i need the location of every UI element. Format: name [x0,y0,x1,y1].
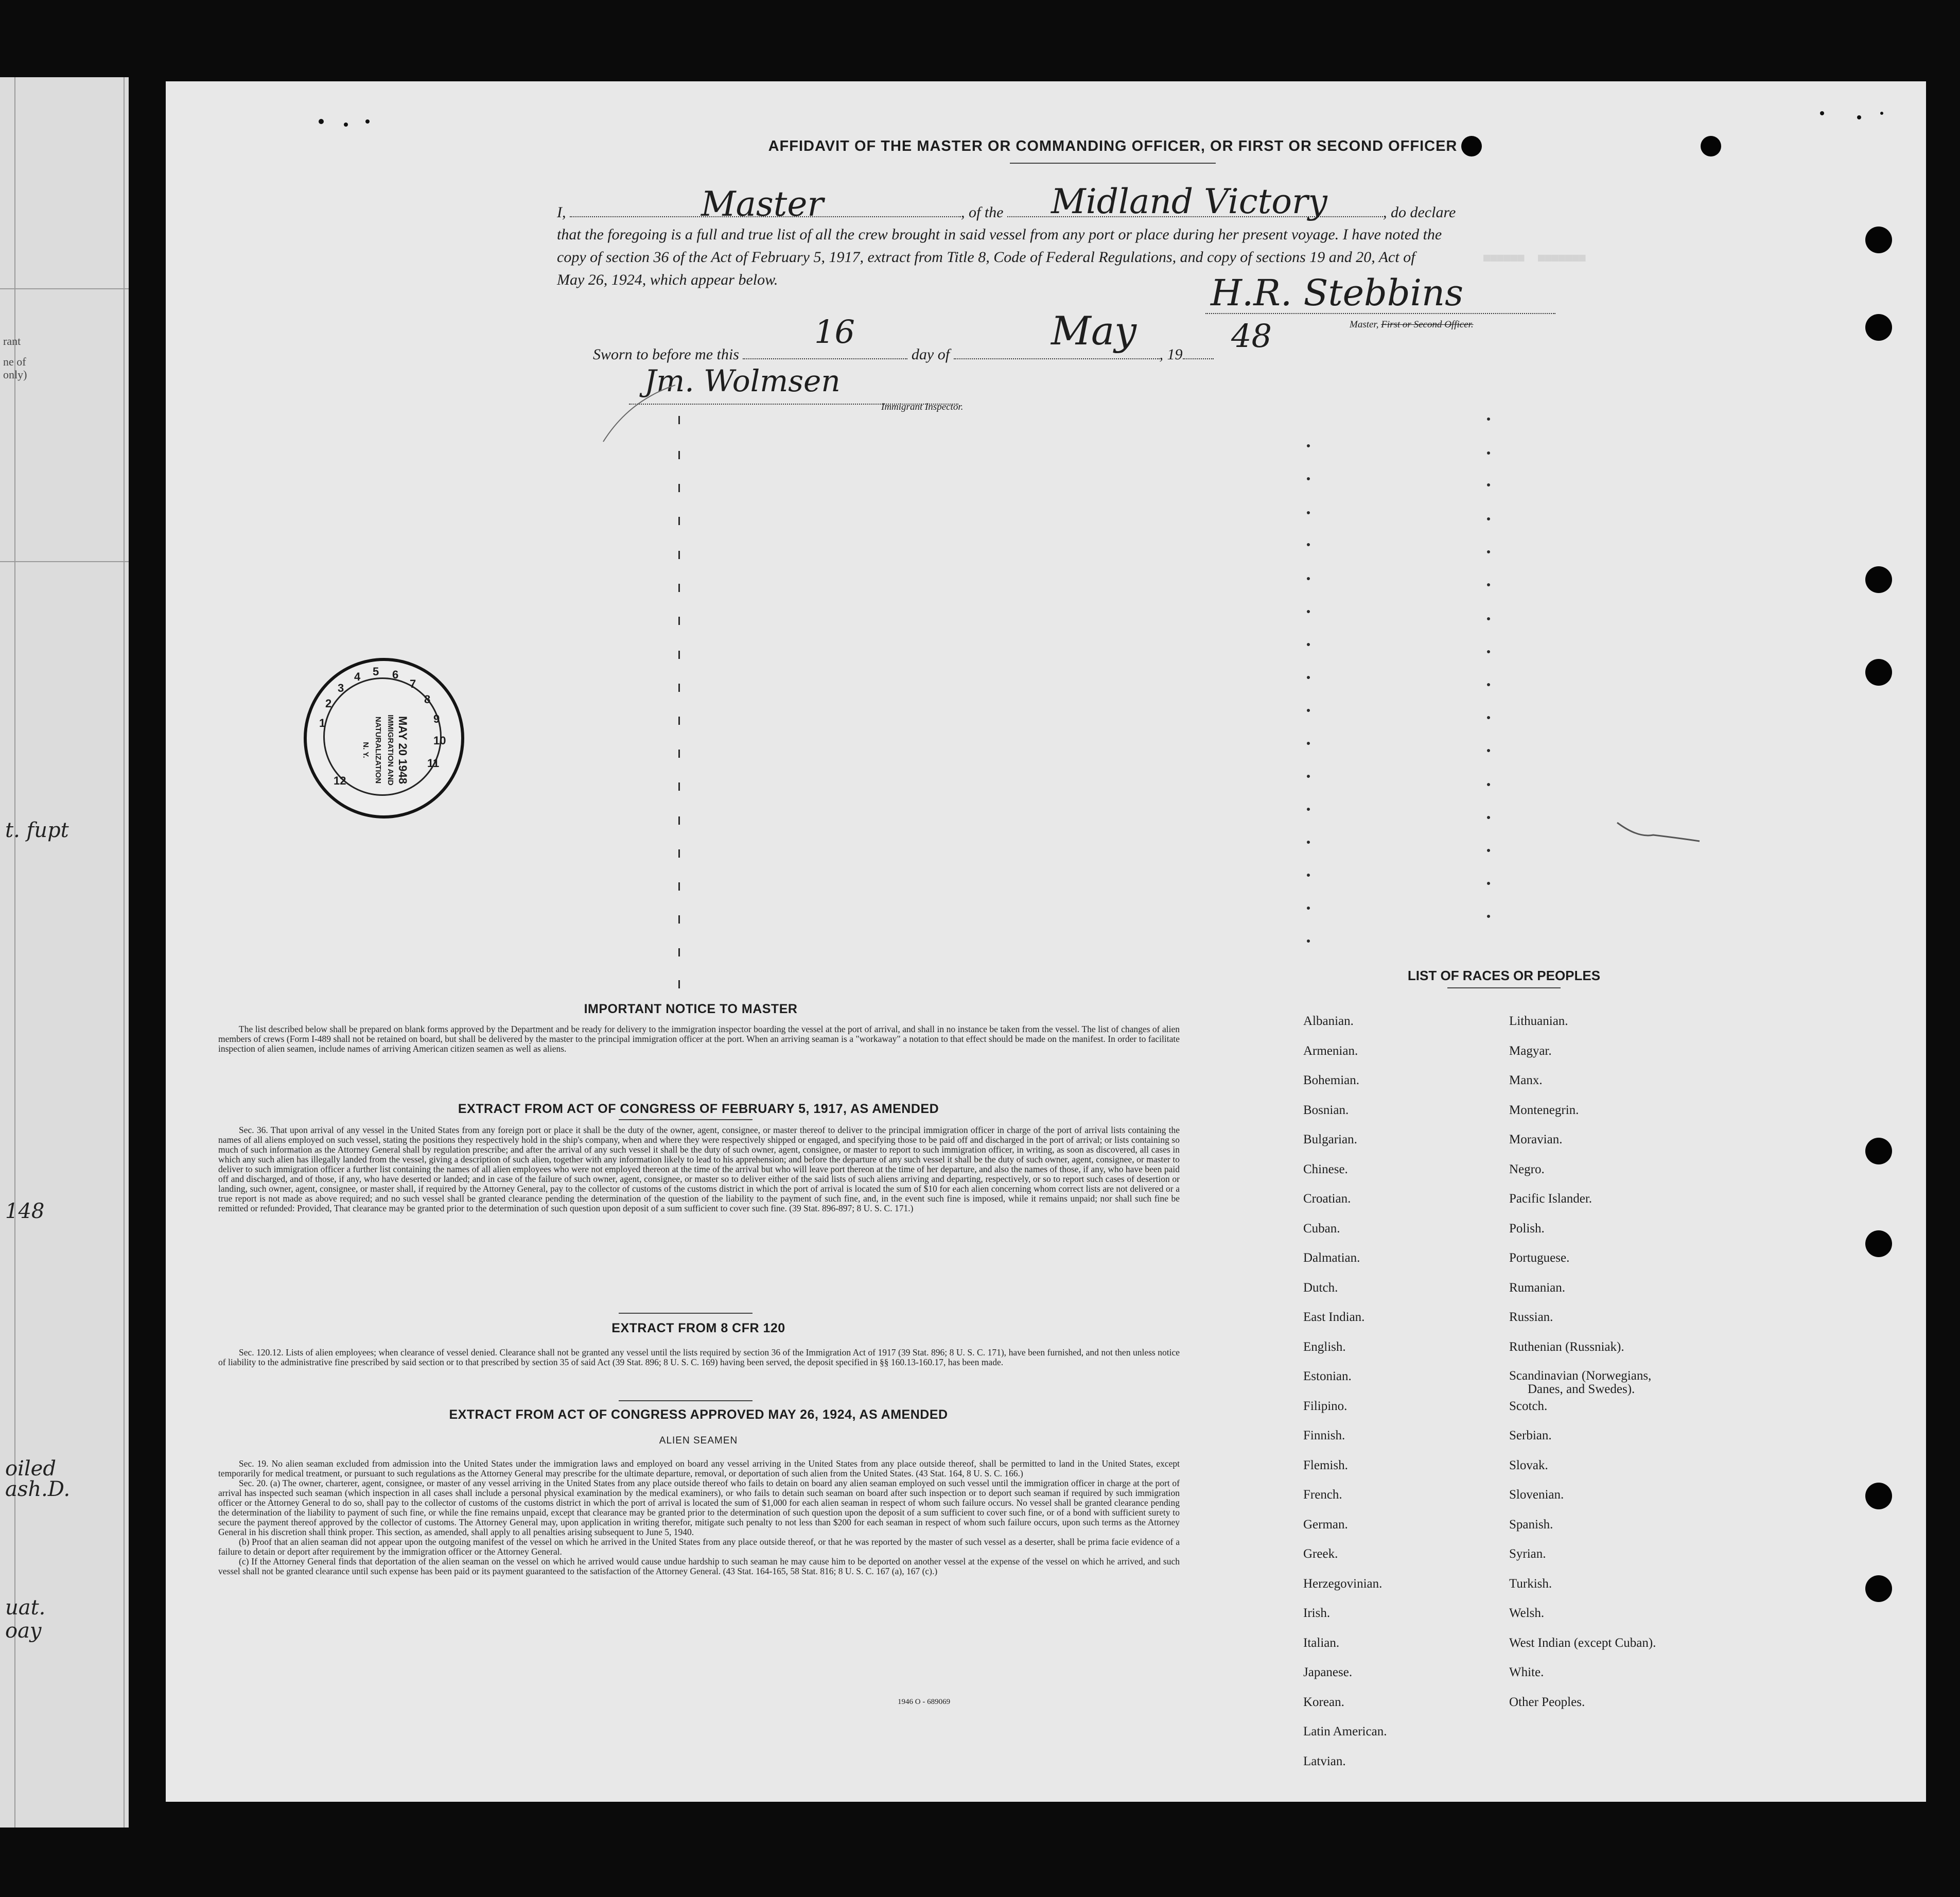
race-item: Croatian. [1303,1192,1351,1206]
punch-hole [1865,1230,1892,1257]
handwritten-vessel-name: Midland Victory [1051,182,1327,221]
race-item: West Indian (except Cuban). [1509,1635,1656,1650]
inspector-signature: Jm. Wolmsen [644,363,841,398]
handwritten-month: May [1051,308,1137,354]
race-item: Lithuanian. [1509,1014,1568,1028]
of-the-label: , of the [961,204,1004,221]
section-rule [619,1119,752,1120]
extract-1924-paragraph: Sec. 20. (a) The owner, charterer, agent, consignee, or master of any vessel arriving in the United States from any place outside thereof who fails to detain on board any alien seaman employed on such vessel until the immigration officer in charge at the port of arrival has inspected such seaman (which inspection in all cases shall include a personal physical examination by the medical examiners), or who fails to detain such seaman on board after such inspection or to deport such seaman if required by such immigration officer or the Attorney General to do so, shall pay to the collector of customs of the customs district in which the port of arrival is located the sum of $1,000 for each alien seaman in respect of whom such failure occurs. No vessel shall be granted clearance pending the determination of the liability to payment of such fine, or while the fine remains unpaid, except that clearance may be granted prior to the determination of such question upon the deposit of a sum sufficient to cover such fine, or of a bond with sufficient surety to secure the payment thereof approved by the collector of customs. The Attorney General may, upon application in writing therefor, mitigate such penalty to not less than $200 for each seaman in respect of whom such failure occurs, upon such terms as the Attorney General in his discretion shall think proper. This section, as amended, shall apply to all penalties arising subsequent to June 5, 1940. [218,1478,1180,1537]
stamp-line: NATURALIZATION [374,716,382,784]
adjacent-page-handwriting: oiled [5,1457,56,1481]
race-item-line: Scandinavian (Norwegians, [1509,1369,1652,1383]
races-rule [1447,987,1561,988]
stamp-number: 2 [325,697,332,710]
stamp-number: 12 [334,774,346,787]
punch-hole [1865,1575,1892,1602]
stamp-number: 9 [433,712,440,725]
declaration-line: that the foregoing is a full and true list of all the crew brought in said vessel from any port or place during her present voyage. I have noted the [557,226,1442,243]
race-item: Negro. [1509,1162,1545,1176]
signature-caption-master: Master, [1350,319,1379,330]
race-item: Latvian. [1303,1754,1346,1768]
adjacent-page-handwriting: t. fupt [5,819,69,842]
year-prefix: , 19 [1159,346,1183,363]
race-item: Chinese. [1303,1162,1348,1176]
race-item: Albanian. [1303,1014,1354,1028]
race-item: Bulgarian. [1303,1133,1357,1146]
race-item: English. [1303,1339,1346,1354]
extract-cfr-paragraph: Sec. 120.12. Lists of alien employees; when clearance of vessel denied. Clearance shall not be granted any vessel until the lists required by section 36 of the Immigration Act of 1917 (39 Stat. 896; 8 U. S. C. 171), have been furnished, and not then unless notice of liability to the administrative fine prescribed by said section or to that prescribed by section 35 of said Act (39 Stat. 896; 8 U. S. C. 169) having been served, the deposit specified in §§ 160.13-160.17, has been made. [218,1347,1180,1367]
extract-1924-paragraph: Sec. 19. No alien seaman excluded from admission into the United States under the immigration laws and employed on board any vessel arriving in the United States from any place outside thereof, shall be permitted to land in the United States, except temporarily for medical treatment, or pursuant to such regulations as the Attorney General may prescribe for the ultimate departure, removal, or deportation of such alien from the United States. (43 Stat. 164, 8 U. S. C. 166.) [218,1458,1180,1478]
signature-caption-struck: First or Second Officer. [1381,319,1474,330]
punch-hole [1865,566,1892,593]
race-item: French. [1303,1488,1342,1502]
bleed-through-text: ■■■■■■ ■■■■■■■ [1483,251,1586,264]
race-item: Japanese. [1303,1665,1353,1679]
race-item: Spanish. [1509,1517,1553,1531]
date-stamp [304,658,464,819]
punch-hole [1701,136,1721,156]
adjacent-page-fragment: ne of [3,355,26,368]
race-item: Slovak. [1509,1458,1548,1472]
race-item: Serbian. [1509,1429,1552,1442]
notice-paragraph: The list described below shall be prepared on blank forms approved by the Department and be ready for delivery to the immigration inspector boarding the vessel at the port of arrival, and shall in no instance be taken from the vessel. The list of changes of alien members of crews (Form I-489 shall not be retained on board, but shall be delivered by the master to the principal immigration officer at the port. When an arriving seaman is a "workaway" a notation to that effect should be made on the manifest. In order to facilitate inspection of alien seamen, include names of arriving American citizen seamen as well as aliens. [218,1024,1180,1054]
extract-1917-paragraph: Sec. 36. That upon arrival of any vessel in the United States from any foreign port or place it shall be the duty of the owner, agent, consignee, or master thereof to deliver to the principal immigration officer in charge of the port of arrival lists containing the names of all aliens employed on such vessel, stating the positions they respectively hold in the ship's company, when and where they were respectively shipped or engaged, and specifying those to be paid off and discharged in the port of arrival; or lists containing so much of such information as the Attorney General shall by regulation prescribe; and after the arrival of any such vessel it shall be the duty of such owner, agent, consignee, or master to report to such immigration officer, in writing, as soon as discovered, all cases in which any such alien has illegally landed from the vessel, giving a description of such alien, together with any information likely to lead to his apprehension; and before the departure of any such vessel it shall be the duty of such owner, agent, consignee, or master to deliver to such immigration officer a further list containing the names of all alien employees who were not employed thereon at the time of the arrival but who will leave port thereon at the time of her departure, and also the names of those, if any, who have been paid off and discharged, and of those, if any, who have deserted or landed; and in case of the failure of such owner, agent, consignee, or master so to deliver either of the said lists of such aliens arriving and departing, respectively, or so to report such cases of desertion or landing, such owner, agent, consignee, or master shall, if required by the Attorney General, pay to the collector of customs of the customs district in which the port of arrival is located the sum of $10 for each alien concerning whom correct lists are not delivered or a true report is not made as above required; and no such vessel shall be granted clearance pending the determination of the question of the liability to the payment of such fine, and, in the event such fine is imposed, while it remains unpaid; nor shall such fine be remitted or refunded: Provided, That clearance may be granted prior to the determination of such question upon deposit of a sum sufficient to cover such fine. (39 Stat. 896-897; 8 U. S. C. 171.) [218,1125,1180,1213]
race-item: Slovenian. [1509,1488,1564,1502]
race-item: Finnish. [1303,1429,1345,1442]
stamp-text [359,688,409,812]
do-declare-label: , do declare [1383,204,1456,221]
race-item: Montenegrin. [1509,1103,1579,1117]
race-item: Flemish. [1303,1458,1348,1472]
section-rule [619,1400,752,1401]
race-item: German. [1303,1517,1348,1531]
alien-seamen-subheading: ALIEN SEAMEN [659,1435,738,1446]
race-item: Turkish. [1509,1576,1552,1591]
print-code: 1946 O - 689069 [898,1698,951,1706]
adjacent-page-fragment: rant [3,335,21,347]
adjacent-page-margin-lines [14,77,125,1828]
sworn-year-field [1183,343,1214,359]
race-item: Italian. [1303,1635,1340,1650]
stamp-number: 8 [424,693,431,706]
adjacent-page-rule [0,561,129,562]
handwritten-rank: Master [701,184,824,224]
extract-cfr-heading: EXTRACT FROM 8 CFR 120 [611,1321,785,1335]
declaration-line: May 26, 1924, which appear below. [557,271,778,288]
stamp-number: 10 [433,734,446,747]
stamp-number: 4 [354,670,361,683]
race-item: Manx. [1509,1073,1543,1087]
race-item: Bohemian. [1303,1073,1360,1087]
handwritten-day: 16 [814,313,855,351]
race-item: Rumanian. [1509,1280,1566,1295]
stamp-number: 5 [373,665,379,678]
race-item: Moravian. [1509,1133,1563,1146]
race-item: Welsh. [1509,1606,1545,1620]
race-item: Dalmatian. [1303,1251,1360,1265]
races-column-1 [1303,1014,1387,1784]
stamp-number: 6 [392,668,399,681]
affidavit-title: AFFIDAVIT OF THE MASTER OR COMMANDING OFFICER, OR FIRST OR SECOND OFFICER [768,138,1458,154]
stamp-date: MAY 20 1948 [396,716,409,785]
section-rule [619,1313,752,1314]
inspector-caption: Immigrant Inspector. [881,402,964,412]
day-of-label: day of [911,346,950,363]
declaration-line: copy of section 36 of the Act of February 5, 1917, extract from Title 8, Code of Federal Regulations, and copy of sections 19 and 20, Act of [557,249,1415,266]
extract-1924-paragraph: (b) Proof that an alien seaman did not appear upon the outgoing manifest of the vessel on which he arrived in the United States from any place outside thereof, or that he was reported by the master of such vessel as a deserter, shall be prima facie evidence of a failure to detain or deport after requirement by the immigration officer or the Attorney General. [218,1537,1180,1557]
races-heading: LIST OF RACES OR PEOPLES [1407,968,1601,983]
race-item: Herzegovinian. [1303,1576,1382,1591]
signature-caption [1350,319,1474,330]
race-item: Bosnian. [1303,1103,1349,1117]
adjacent-page-handwriting: uat. [5,1596,46,1620]
punch-hole [1865,1483,1892,1509]
race-item: Ruthenian (Russniak). [1509,1339,1624,1354]
race-item-line: Danes, and Swedes). [1528,1382,1635,1396]
notice-heading: IMPORTANT NOTICE TO MASTER [584,1002,798,1016]
sworn-label: Sworn to before me this [593,346,739,363]
extract-1924-heading: EXTRACT FROM ACT OF CONGRESS APPROVED MAY 26, 1924, AS AMENDED [449,1407,948,1422]
adjacent-page-handwriting: oay [5,1619,42,1643]
race-item: East Indian. [1303,1310,1365,1324]
adjacent-page-handwriting: ash.D. [5,1477,71,1501]
race-item: Other Peoples. [1509,1695,1585,1709]
prefix-i: I, [557,204,566,221]
handwritten-year: 48 [1231,317,1272,355]
race-item: Portuguese. [1509,1251,1570,1265]
master-signature: H.R. Stebbins [1211,272,1464,314]
race-item: Greek. [1303,1547,1338,1561]
extract-1924-text [218,1459,1180,1576]
extract-1917-text [218,1125,1180,1213]
stamp-number: 3 [338,682,344,694]
stamp-number: 1 [319,717,326,729]
race-item: Scotch. [1509,1399,1548,1413]
adjacent-page-rule [0,288,129,289]
adjacent-page-handwriting: 148 [5,1199,45,1223]
stamp-number: 7 [410,677,416,690]
document-page [166,81,1926,1802]
punch-hole [1865,659,1892,686]
races-column-2 [1509,1014,1656,1725]
punch-hole [1865,227,1892,253]
race-item: Estonian. [1303,1369,1352,1383]
extract-1924-paragraph: (c) If the Attorney General finds that deportation of the alien seaman on the vessel on which he arrived would cause undue hardship to such seaman he may cause him to be deported on another vessel at the expense of the vessel on which he arrived, and such vessel shall not be granted clearance until such expense has been paid or its payment guaranteed to the satisfaction of the Attorney General. (43 Stat. 164-165, 58 Stat. 816; 8 U. S. C. 167 (a), 167 (c).) [218,1556,1180,1576]
title-rule [1010,163,1216,164]
race-item: Cuban. [1303,1221,1340,1235]
race-item: Korean. [1303,1695,1344,1709]
stamp-line: IMMIGRATION AND [386,715,395,786]
adjacent-page-fragment: only) [3,368,27,381]
extract-1917-heading: EXTRACT FROM ACT OF CONGRESS OF FEBRUARY 5, 1917, AS AMENDED [458,1102,939,1116]
race-item [1509,1369,1656,1399]
race-item: Russian. [1509,1310,1553,1324]
punch-hole [1865,1138,1892,1164]
race-item: Pacific Islander. [1509,1192,1592,1206]
race-item: Filipino. [1303,1399,1347,1413]
race-item: Latin American. [1303,1725,1387,1738]
stamp-line: N. Y. [361,742,370,758]
race-item: Magyar. [1509,1043,1552,1058]
adjacent-page-strip [0,77,129,1828]
race-item: Armenian. [1303,1043,1358,1058]
punch-hole [1865,314,1892,341]
extract-cfr-text [218,1348,1180,1367]
notice-text [218,1024,1180,1054]
race-item: Syrian. [1509,1547,1546,1561]
race-item: Polish. [1509,1221,1545,1235]
race-item: Irish. [1303,1606,1331,1620]
race-item: Dutch. [1303,1280,1338,1295]
race-item: White. [1509,1665,1544,1679]
stamp-number: 11 [427,757,440,770]
